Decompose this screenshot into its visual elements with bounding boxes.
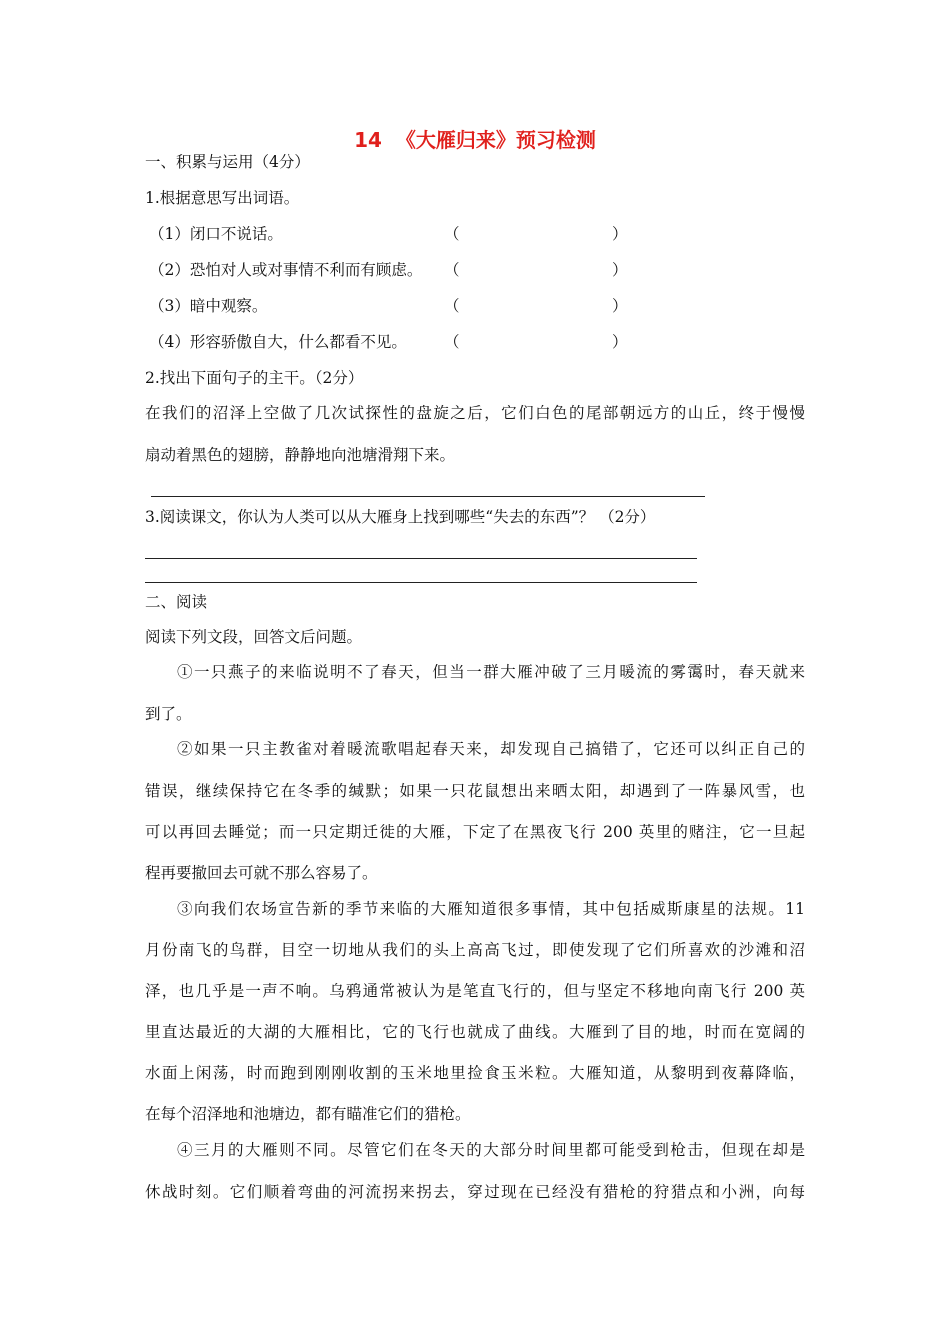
item-meaning: （3）暗中观察。 [149,297,268,315]
reading-instruction: 阅读下列文段，回答文后问题。 [145,628,363,646]
question-2-sentence-line: 扇动着黑色的翅膀，静静地向池塘滑翔下来。 [145,446,456,464]
answer-line [145,582,697,583]
passage-line: ③向我们农场宣告新的季节来临的大雁知道很多事情，其中包括威斯康星的法规。11 [177,900,805,918]
answer-line [145,558,697,559]
question-3-prompt: 3.阅读课文，你认为人类可以从大雁身上找到哪些“失去的东西”？ （2分） [145,508,656,526]
passage-line: 可以再回去睡觉；而一只定期迁徙的大雁，下定了在黑夜飞行 200 英里的赌注，它一旦起 [145,823,805,841]
answer-blank-close: ） [612,297,628,315]
answer-blank-close: ） [612,225,628,243]
item-meaning: （1）闭口不说话。 [149,225,283,243]
item-meaning: （4）形容骄傲自大，什么都看不见。 [149,333,407,351]
answer-blank-open: （ [444,261,460,279]
answer-blank-open: （ [444,225,460,243]
passage-line: 到了。 [145,705,192,723]
passage-line: 程再要撤回去可就不那么容易了。 [145,864,378,882]
passage-line: 错误，继续保持它在冬季的缄默；如果一只花鼠想出来晒太阳，却遇到了一阵暴风雪，也 [145,782,805,800]
answer-blank-close: ） [612,333,628,351]
passage-line: 月份南飞的鸟群，目空一切地从我们的头上高高飞过，即使发现了它们所喜欢的沙滩和沼 [145,941,805,959]
passage-line: 休战时刻。它们顺着弯曲的河流拐来拐去，穿过现在已经没有猎枪的狩猎点和小洲，向每 [145,1183,805,1201]
passage-line: 在每个沼泽地和池塘边，都有瞄准它们的猎枪。 [145,1105,471,1123]
section-heading-reading: 二、阅读 [145,593,208,611]
item-meaning: （2）恐怕对人或对事情不利而有顾虑。 [149,261,423,279]
page-title: 14 《大雁归来》预习检测 [354,128,596,152]
answer-blank-open: （ [444,297,460,315]
passage-line: 水面上闲荡，时而跑到刚刚收割的玉米地里捡食玉米粒。大雁知道，从黎明到夜幕降临， [145,1064,805,1082]
passage-line: ①一只燕子的来临说明不了春天，但当一群大雁冲破了三月暖流的雾霭时，春天就来 [177,663,805,681]
question-2-prompt: 2.找出下面句子的主干。（2分） [145,369,364,387]
passage-line: 里直达最近的大湖的大雁相比，它的飞行也就成了曲线。大雁到了目的地，时而在宽阔的 [145,1023,805,1041]
passage-line: ②如果一只主教雀对着暖流歌唱起春天来，却发现自己搞错了，它还可以纠正自己的 [177,740,805,758]
question-2-sentence-line: 在我们的沼泽上空做了几次试探性的盘旋之后，它们白色的尾部朝远方的山丘，终于慢慢 [145,404,805,422]
question-1-prompt: 1.根据意思写出词语。 [145,189,300,207]
section-heading-accumulation: 一、积累与运用（4分） [145,153,310,171]
answer-blank-close: ） [612,261,628,279]
answer-line [151,496,705,497]
passage-line: ④三月的大雁则不同。尽管它们在冬天的大部分时间里都可能受到枪击，但现在却是 [177,1141,805,1159]
passage-line: 泽，也几乎是一声不响。乌鸦通常被认为是笔直飞行的，但与坚定不移地向南飞行 200 英 [145,982,805,1000]
answer-blank-open: （ [444,333,460,351]
